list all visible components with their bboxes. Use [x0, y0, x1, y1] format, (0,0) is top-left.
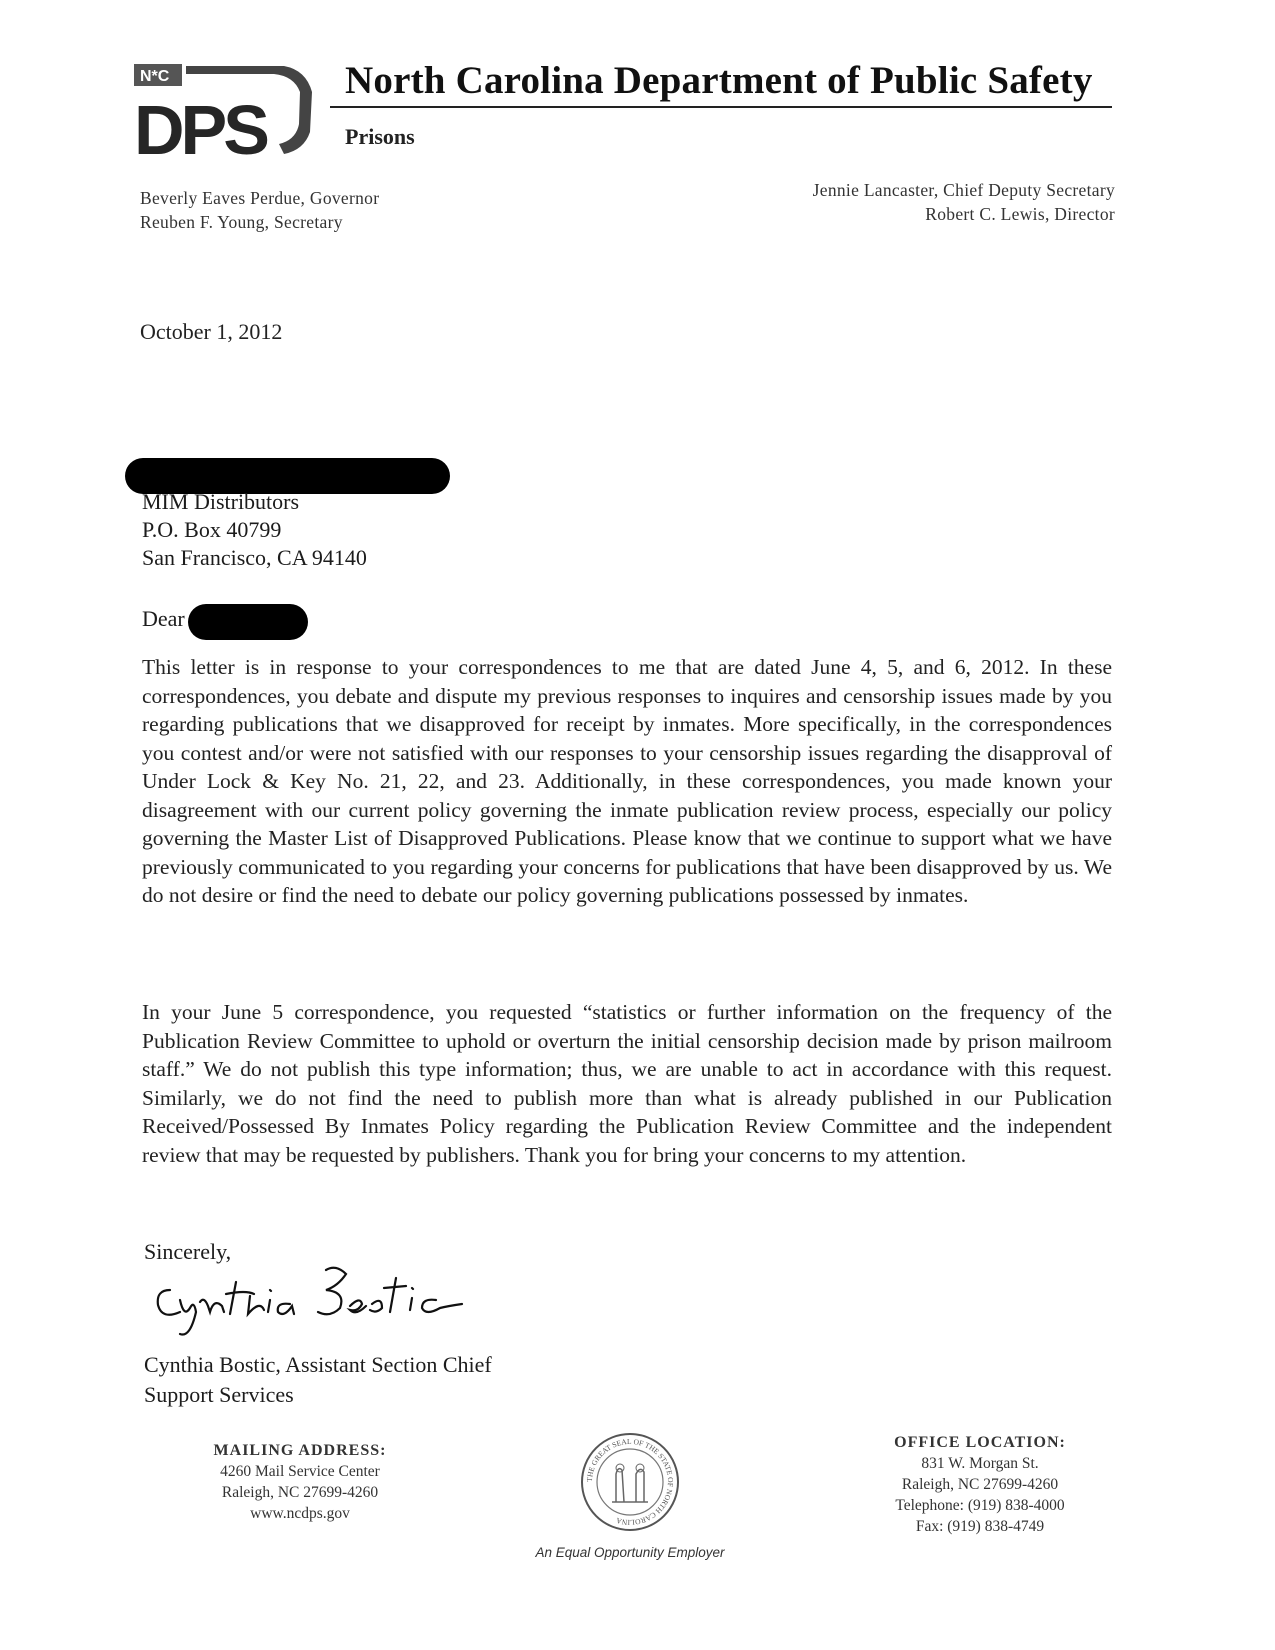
officials-right	[813, 178, 1115, 226]
address-line: MIM Distributors	[142, 489, 300, 514]
fax-line: Fax: (919) 838-4749	[915, 1518, 1045, 1535]
signer-department: Support Services	[144, 1382, 294, 1407]
svg-text:THE GREAT SEAL OF THE STATE OF	[585, 1437, 675, 1527]
mailing-address	[185, 1440, 415, 1524]
office-line: 831 W. Morgan St.	[921, 1455, 1039, 1472]
letter-date: October 1, 2012	[140, 319, 283, 344]
chief-deputy-line: Jennie Lancaster, Chief Deputy Secretary	[812, 180, 1115, 200]
department-title: North Carolina Department of Public Safety	[345, 59, 1093, 102]
director-line: Robert C. Lewis, Director	[925, 204, 1115, 224]
recipient-address	[142, 488, 367, 572]
mailing-heading: MAILING ADDRESS:	[213, 1442, 387, 1459]
state-seal	[578, 1430, 682, 1534]
seal-text: THE GREAT SEAL OF THE STATE OF NORTH CAROLINA	[584, 1436, 676, 1528]
signer-block	[144, 1350, 492, 1410]
dps-logo	[134, 62, 324, 162]
body-paragraph: In your June 5 correspondence, you requested “statistics or further information on the frequency of the Publication Review Committee to uphold or overturn the initial censorship decision made by prison mailroom staff.” We do not publish this type information; thus, we are unable to act in accordance with this request. Similarly, we do not find the need to publish more than what is already published in our Publication Received/Possessed By Inmates Policy regarding the Publication Review Committee and the independent review that may be requested by publishers. Thank you for bring your concerns to my attention.	[142, 1000, 1112, 1167]
header-divider	[330, 106, 1112, 108]
logo-badge-text: N*C	[140, 68, 170, 85]
equal-opportunity-statement: An Equal Opportunity Employer	[535, 1545, 725, 1560]
secretary-line: Reuben F. Young, Secretary	[140, 212, 343, 232]
closing: Sincerely,	[144, 1239, 232, 1264]
mailing-line: 4260 Mail Service Center	[220, 1463, 380, 1480]
mailing-line: Raleigh, NC 27699-4260	[221, 1484, 379, 1501]
office-location	[855, 1432, 1105, 1537]
logo-text: DPS	[134, 91, 266, 162]
redaction-bar	[188, 604, 308, 640]
handwritten-signature	[150, 1260, 490, 1340]
website-link[interactable]: www.ncdps.gov	[250, 1505, 350, 1522]
signer-name-title: Cynthia Bostic, Assistant Section Chief	[144, 1352, 492, 1377]
address-line: San Francisco, CA 94140	[142, 545, 367, 570]
address-line: P.O. Box 40799	[142, 517, 282, 542]
body-paragraph: This letter is in response to your correspondences to me that are dated June 4, 5, and 6, 2012. In these correspondences, you debate and dispute my previous responses to inquires and censorship issues made by you regarding publications that we disapproved for receipt by inmates. More specifically, in the correspondences you contest and/or were not satisfied with our responses to your censorship issues regarding the disapproval of Under Lock & Key No. 21, 22, and 23. Additionally, in these correspondences, you made known your disagreement with our current policy governing the inmate publication review process, especially our policy governing the Master List of Disapproved Publications. Please know that we continue to support what we have previously communicated to you regarding your concerns for publications that have been disapproved by us. We do not desire or find the need to debate our policy governing publications possessed by inmates.	[142, 655, 1112, 907]
office-heading: OFFICE LOCATION:	[894, 1434, 1066, 1451]
governor-line: Beverly Eaves Perdue, Governor	[140, 188, 380, 208]
telephone-line: Telephone: (919) 838-4000	[895, 1497, 1065, 1514]
division-name: Prisons	[345, 124, 415, 149]
office-line: Raleigh, NC 27699-4260	[901, 1476, 1059, 1493]
officials-left	[140, 186, 379, 234]
salutation-prefix: Dear	[142, 606, 185, 631]
